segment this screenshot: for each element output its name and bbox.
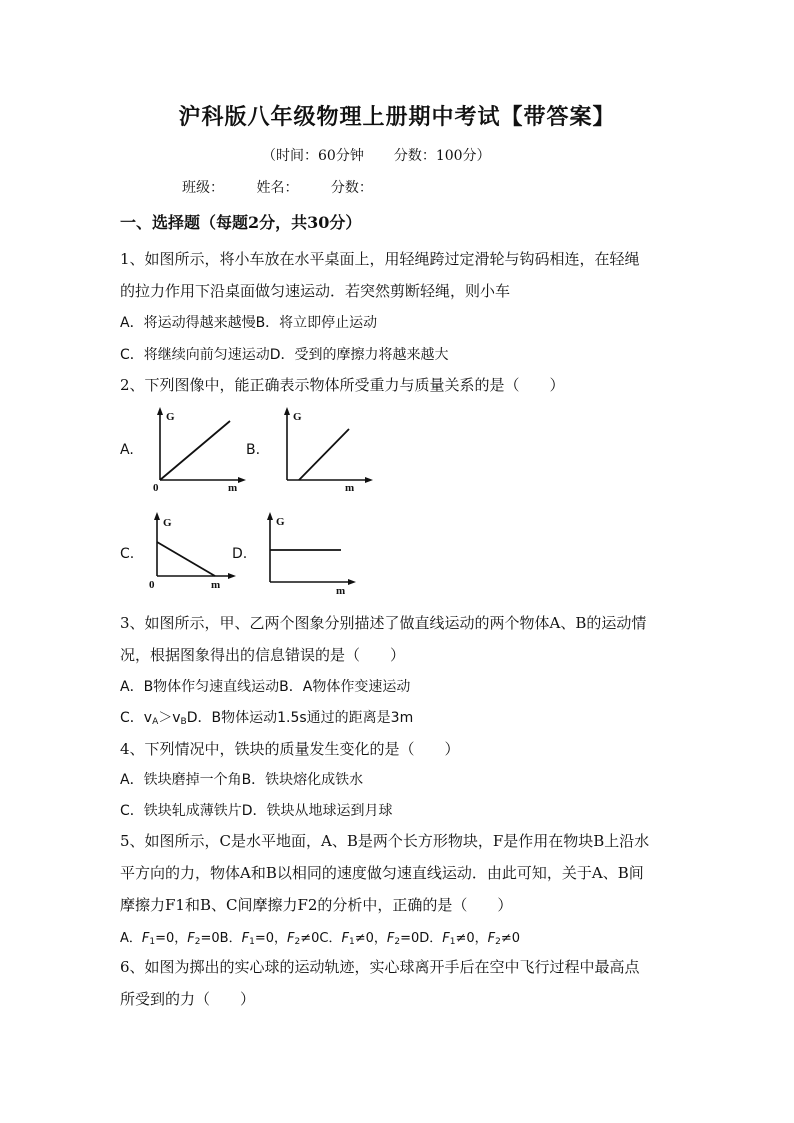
q6-stem-line1: 6、如图为掷出的实心球的运动轨迹，实心球离开手后在空中飞行过程中最高点 [120, 958, 640, 976]
q4-options-ab: A．铁块磨掉一个角B．铁块熔化成铁水 [120, 772, 364, 788]
q3-opt-c-gt: ＞v [158, 710, 181, 726]
exam-time: （时间：60分钟 [262, 148, 364, 164]
q5-stem-line3: 摩擦力F1和B、C间摩擦力F2的分析中，正确的是（ ） [120, 896, 513, 914]
q1-stem-line2: 的拉力作用下沿桌面做匀速运动．若突然剪断轻绳，则小车 [120, 282, 511, 300]
q1-options-cd: C．将继续向前匀速运动D．受到的摩擦力将越来越大 [120, 347, 449, 363]
graph-b-y-label: G [293, 411, 302, 423]
q2-option-c-label: C. [120, 546, 135, 562]
graph-b-x-label: m [345, 482, 355, 494]
graph-c-y-label: G [163, 517, 172, 529]
q2-option-a-label: A. [120, 442, 134, 458]
q6-stem-line2: 所受到的力（ ） [120, 990, 256, 1008]
q3-opt-c-sub-a: A [152, 717, 159, 727]
q3-opt-d: D．B物体运动1.5s通过的距离是3m [186, 710, 414, 726]
q3-stem-line2: 况，根据图象得出的信息错误的是（ ） [120, 646, 406, 664]
q3-options-ab: A．B物体作匀速直线运动B．A物体作变速运动 [120, 679, 411, 695]
q3-stem-line1: 3、如图所示，甲、乙两个图象分别描述了做直线运动的两个物体A、B的运动情 [120, 614, 647, 632]
graph-d-y-label: G [276, 516, 285, 528]
graph-a-x-arrow [238, 477, 246, 483]
q3-opt-c-prefix: C．v [120, 710, 153, 726]
q2-option-b-label: B. [246, 442, 261, 458]
graph-c-x-arrow [228, 573, 236, 579]
q3-options-cd [120, 707, 413, 727]
graph-c-y-arrow [154, 512, 160, 520]
q3-opt-c-sub-b: B [180, 717, 187, 727]
exam-score: 分数：100分） [393, 148, 491, 164]
q4-stem: 4、下列情况中，铁块的质量发生变化的是（ ） [120, 740, 460, 758]
q5-stem-line2: 平方向的力，物体A和B以相同的速度做匀速直线运动．由此可知，关于A、B间 [120, 864, 644, 882]
graph-a-origin: 0 [153, 482, 159, 494]
section-heading: 一、选择题（每题2分，共30分） [120, 213, 362, 232]
name-label: 姓名： [256, 180, 299, 196]
q2-graph-c [145, 510, 248, 600]
q5-stem-line1: 5、如图所示，C是水平地面，A、B是两个长方形物块，F是作用在物块B上沿水 [120, 832, 650, 850]
q2-option-d-label: D. [232, 546, 248, 562]
score-label: 分数： [330, 180, 373, 196]
graph-c-x-label: m [211, 579, 221, 591]
q1-options-ab: A．将运动得越来越慢B．将立即停止运动 [120, 315, 378, 331]
graph-c-origin: 0 [149, 579, 155, 591]
graph-a-y-label: G [166, 411, 175, 423]
graph-d-x-arrow [348, 579, 356, 585]
class-label: 班级： [182, 180, 224, 196]
q5-options: A．$F_1=0$，$F_2=0B$．$F_1=0$，$F_2\ne 0C$．$F_1\ne 0$，$F_2=0D$．$F_1\ne 0$，$F_2\ne 0$ [120, 931, 521, 947]
graph-c-line [157, 542, 215, 576]
graph-b-x-arrow [365, 477, 373, 483]
exam-meta [262, 145, 491, 165]
q2-graph-b [275, 405, 375, 495]
graph-b-y-arrow [284, 407, 290, 415]
student-info [182, 177, 401, 197]
graph-a-line [160, 421, 230, 480]
q4-options-cd: C．铁块轧成薄铁片D．铁块从地球运到月球 [120, 803, 393, 819]
q2-graph-d [258, 510, 358, 600]
graph-d-y-arrow [267, 512, 273, 520]
page-title: 沪科版八年级物理上册期中考试【带答案】 [178, 104, 616, 130]
graph-a-y-arrow [157, 407, 163, 415]
q2-stem: 2、下列图像中，能正确表示物体所受重力与质量关系的是（ ） [120, 376, 565, 394]
graph-d-x-label: m [336, 585, 346, 597]
q2-graph-a [148, 405, 248, 495]
q1-stem-line1: 1、如图所示，将小车放在水平桌面上，用轻绳跨过定滑轮与钩码相连，在轻绳 [120, 250, 640, 268]
graph-b-line [299, 429, 349, 480]
graph-a-x-label: m [228, 482, 238, 494]
